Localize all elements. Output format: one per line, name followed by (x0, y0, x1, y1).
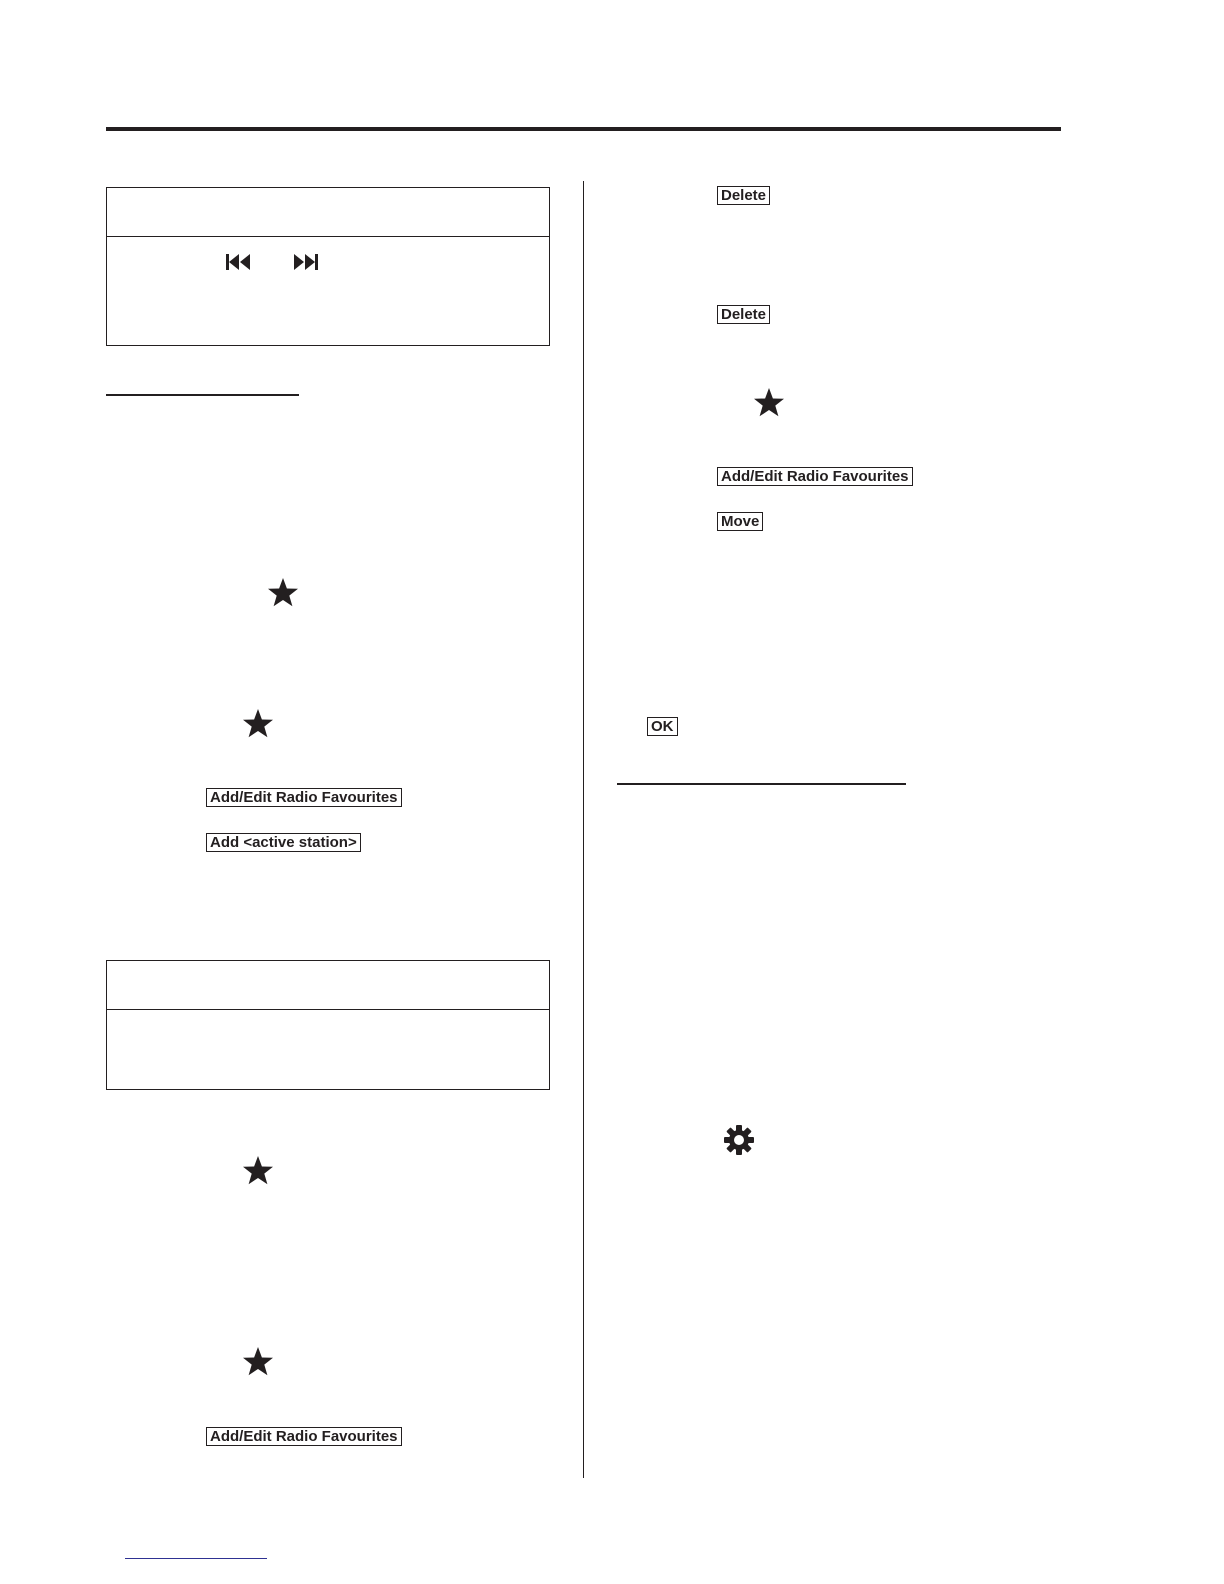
star-icon (753, 387, 785, 419)
header-rule (106, 127, 1061, 131)
gear-icon (723, 1124, 755, 1156)
section-heading-underline (617, 783, 906, 785)
section-heading-underline (106, 394, 299, 396)
column-divider (583, 181, 584, 1478)
star-icon (242, 708, 274, 740)
delete-button[interactable]: Delete (717, 186, 770, 205)
add-active-station-button[interactable]: Add <active station> (206, 833, 361, 852)
add-edit-radio-favourites-button[interactable]: Add/Edit Radio Favourites (206, 788, 402, 807)
move-button[interactable]: Move (717, 512, 763, 531)
note-box-header (107, 188, 549, 237)
add-edit-radio-favourites-button[interactable]: Add/Edit Radio Favourites (717, 467, 913, 486)
footer-link-underline[interactable] (125, 1558, 267, 1559)
skip-next-icon (292, 252, 320, 272)
note-box-skip-tracks (106, 187, 550, 346)
star-icon (242, 1346, 274, 1378)
ok-button[interactable]: OK (647, 717, 678, 736)
star-icon (242, 1155, 274, 1187)
note-box-favourites (106, 960, 550, 1090)
star-icon (267, 577, 299, 609)
add-edit-radio-favourites-button[interactable]: Add/Edit Radio Favourites (206, 1427, 402, 1446)
note-box-header (107, 961, 549, 1010)
skip-previous-icon (224, 252, 252, 272)
delete-button[interactable]: Delete (717, 305, 770, 324)
